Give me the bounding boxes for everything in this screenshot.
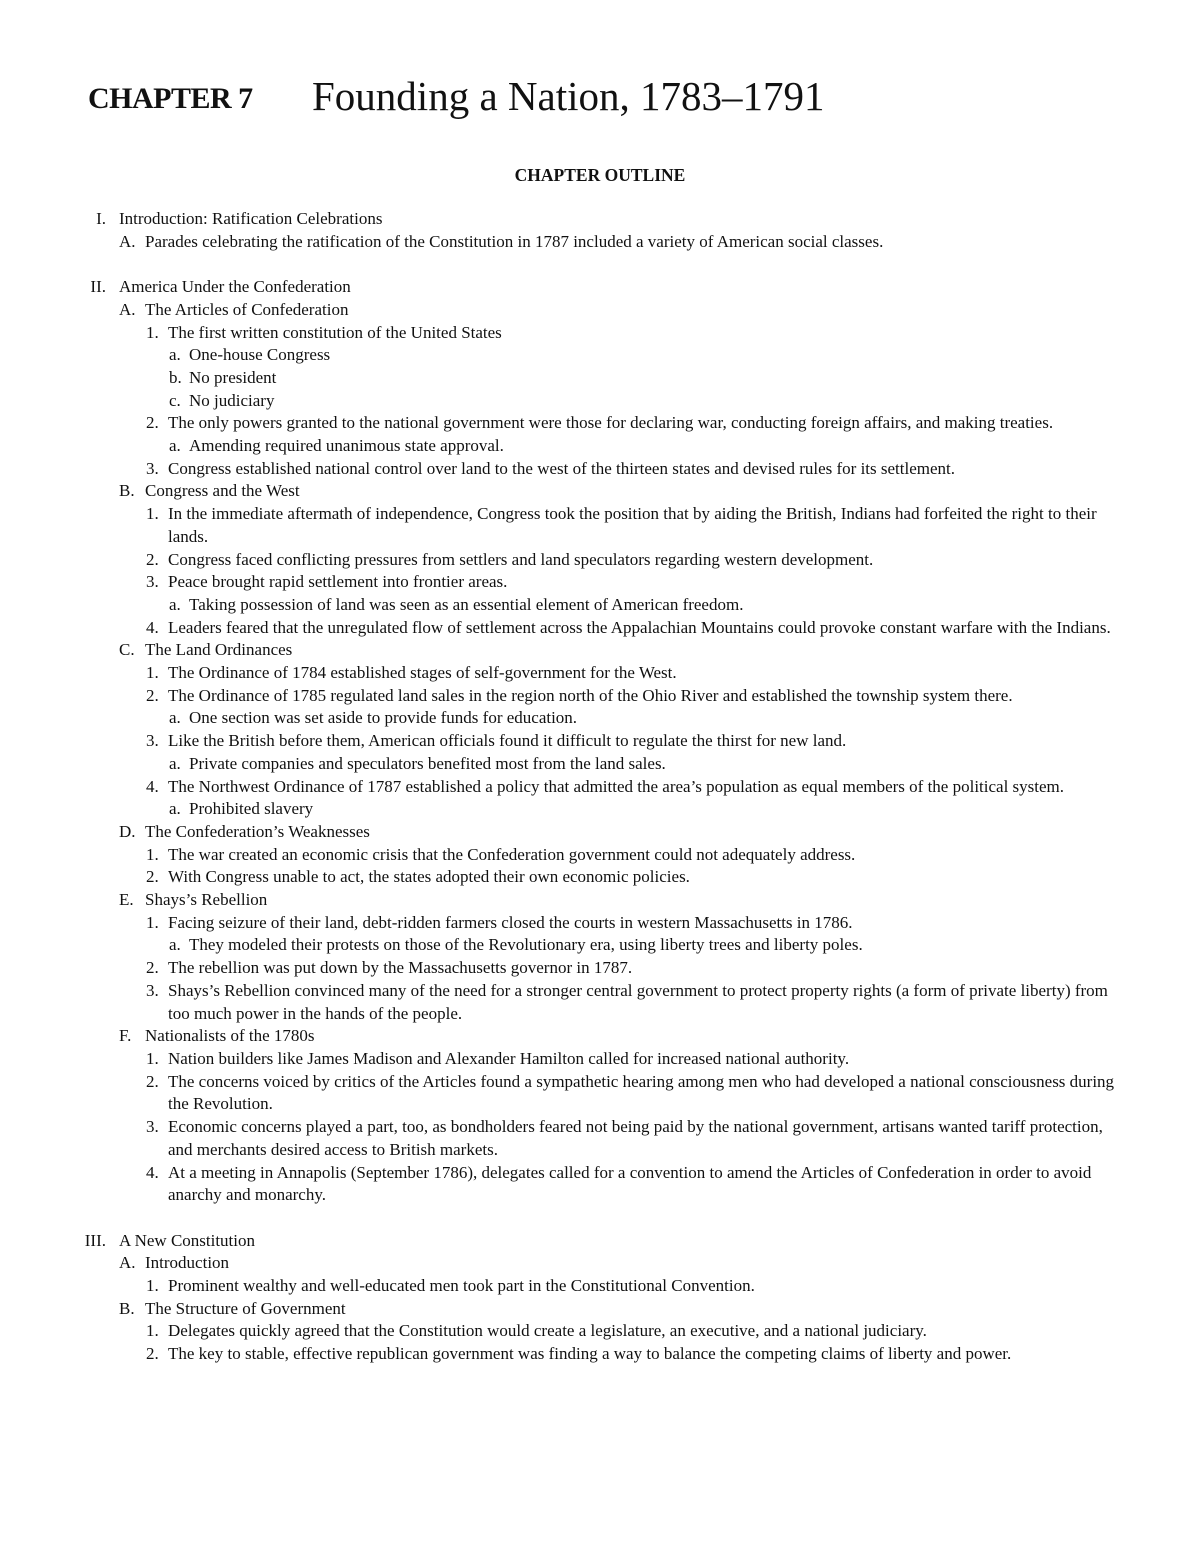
outline-item bbox=[0, 1252, 1200, 1275]
outline-item bbox=[0, 435, 1200, 458]
outline-marker: 2. bbox=[146, 413, 159, 433]
outline-item bbox=[0, 617, 1200, 640]
outline-marker: 2. bbox=[146, 867, 159, 887]
outline-text: The war created an economic crisis that the Confederation government could not adequately address. bbox=[168, 844, 856, 864]
outline-marker: 1. bbox=[146, 1276, 159, 1296]
outline-marker: 1. bbox=[146, 504, 159, 524]
outline-item bbox=[0, 1048, 1200, 1071]
outline-text: The Northwest Ordinance of 1787 established a policy that admitted the area’s population as equal members of the political system. bbox=[168, 776, 1065, 796]
outline-item bbox=[0, 503, 1200, 548]
outline-marker: 1. bbox=[146, 1049, 159, 1068]
outline-marker: III. bbox=[84, 1230, 106, 1250]
outline-text: America Under the Confederation bbox=[119, 277, 351, 297]
outline-text: Nation builders like James Madison and Alexander Hamilton called for increased national authority. bbox=[168, 1049, 850, 1068]
outline-text: Leaders feared that the unregulated flow of settlement across the Appalachian Mountains could provoke constant warfare with the Indians. bbox=[168, 617, 1111, 637]
outline-marker: 2. bbox=[146, 1344, 159, 1364]
outline-item bbox=[0, 549, 1200, 572]
outline-marker: 2. bbox=[146, 685, 159, 705]
outline-marker: a. bbox=[169, 708, 181, 728]
outline-marker: c. bbox=[169, 390, 181, 410]
outline-item bbox=[0, 753, 1200, 776]
outline-heading: CHAPTER OUTLINE bbox=[514, 165, 686, 185]
outline-text: Peace brought rapid settlement into frontier areas. bbox=[168, 572, 508, 592]
outline-text: The Land Ordinances bbox=[145, 640, 293, 660]
outline-item bbox=[0, 458, 1200, 481]
outline-text: They modeled their protests on those of the Revolutionary era, using liberty trees and liberty poles. bbox=[189, 935, 863, 955]
outline-marker: a. bbox=[169, 594, 181, 614]
outline-text: At a meeting in Annapolis (September 1786), delegates called for a convention to amend the Articles of Confederation in order to avoid anarchy and monarchy. bbox=[168, 1162, 1092, 1205]
outline-item bbox=[0, 821, 1200, 844]
outline-item bbox=[0, 1025, 1200, 1048]
outline-text: Congress faced conflicting pressures from settlers and land speculators regarding western development. bbox=[168, 549, 874, 569]
outline-text: Economic concerns played a part, too, as bondholders feared not being paid by the national government, artisans wanted tariff protection, and merchants desired access to British markets. bbox=[168, 1117, 1103, 1159]
outline-marker: C. bbox=[119, 640, 135, 660]
outline-text: Amending required unanimous state approval. bbox=[189, 436, 504, 456]
outline-text: The Structure of Government bbox=[145, 1298, 346, 1318]
outline-marker: 3. bbox=[146, 1117, 159, 1137]
outline-marker: 4. bbox=[146, 617, 159, 637]
outline-marker: E. bbox=[119, 890, 134, 910]
outline-text: The Articles of Confederation bbox=[145, 299, 349, 319]
outline-item bbox=[0, 1162, 1200, 1207]
outline-text: Facing seizure of their land, debt-ridden farmers closed the courts in western Massachusetts in 1786. bbox=[168, 912, 853, 932]
outline-marker: a. bbox=[169, 436, 181, 456]
outline-item bbox=[0, 276, 1200, 299]
outline-item bbox=[0, 322, 1200, 345]
outline-marker: 4. bbox=[146, 1162, 159, 1182]
outline-item bbox=[0, 344, 1200, 367]
outline-item bbox=[0, 685, 1200, 708]
outline-marker: 1. bbox=[146, 844, 159, 864]
outline-item bbox=[0, 367, 1200, 390]
outline-item bbox=[0, 957, 1200, 980]
chapter-title: Founding a Nation, 1783–1791 bbox=[312, 73, 825, 119]
outline-marker: 3. bbox=[146, 458, 159, 478]
chapter-label: CHAPTER 7 bbox=[88, 82, 253, 115]
outline-text: With Congress unable to act, the states adopted their own economic policies. bbox=[168, 867, 690, 887]
outline-text: Shays’s Rebellion bbox=[145, 890, 268, 910]
outline-item bbox=[0, 934, 1200, 957]
outline-marker: A. bbox=[119, 231, 136, 251]
outline-text: One section was set aside to provide funds for education. bbox=[189, 708, 578, 728]
outline-text: Nationalists of the 1780s bbox=[145, 1026, 315, 1046]
outline-item bbox=[0, 1343, 1200, 1366]
outline-text: Congress and the West bbox=[145, 481, 300, 501]
outline-text: The Ordinance of 1785 regulated land sales in the region north of the Ohio River and established the township system there. bbox=[168, 685, 1013, 705]
outline-item bbox=[0, 390, 1200, 413]
outline-text: No judiciary bbox=[189, 390, 275, 410]
outline-item bbox=[0, 798, 1200, 821]
outline-item bbox=[0, 1298, 1200, 1321]
outline-text: Prohibited slavery bbox=[189, 799, 314, 819]
outline-marker: 1. bbox=[146, 322, 159, 342]
outline-text: Prominent wealthy and well-educated men took part in the Constitutional Convention. bbox=[168, 1276, 755, 1296]
outline-item bbox=[0, 412, 1200, 435]
outline-marker: I. bbox=[96, 209, 106, 228]
outline-item bbox=[0, 639, 1200, 662]
outline-text: Parades celebrating the ratification of the Constitution in 1787 included a variety of American social classes. bbox=[145, 231, 884, 251]
outline-marker: B. bbox=[119, 1298, 135, 1318]
outline-marker: a. bbox=[169, 935, 181, 955]
outline-item bbox=[0, 1230, 1200, 1253]
outline-text: The concerns voiced by critics of the Articles found a sympathetic hearing among men who had developed a national consciousness during the Revolution. bbox=[168, 1071, 1115, 1114]
outline-item bbox=[0, 730, 1200, 753]
outline-text: Introduction bbox=[145, 1253, 230, 1273]
outline-text: The Confederation’s Weaknesses bbox=[145, 821, 370, 841]
outline-marker: 2. bbox=[146, 549, 159, 569]
outline-text: No president bbox=[189, 367, 277, 387]
outline-item bbox=[0, 912, 1200, 935]
outline-marker: 3. bbox=[146, 572, 159, 592]
outline-marker: 4. bbox=[146, 776, 159, 796]
outline-marker: 3. bbox=[146, 731, 159, 751]
outline-item bbox=[0, 1116, 1200, 1161]
outline-marker: b. bbox=[169, 367, 182, 387]
outline-text: The Ordinance of 1784 established stages of self-government for the West. bbox=[168, 663, 677, 683]
outline-text: Like the British before them, American officials found it difficult to regulate the thirst for new land. bbox=[168, 731, 847, 751]
outline-text: Private companies and speculators benefited most from the land sales. bbox=[189, 753, 666, 773]
outline-marker: 3. bbox=[146, 980, 159, 1000]
outline-item bbox=[0, 866, 1200, 889]
outline-marker: 1. bbox=[146, 663, 159, 683]
chapter-outline bbox=[0, 208, 1200, 1366]
outline-text: In the immediate aftermath of independence, Congress took the position that by aiding the British, Indians had forfeited the right to their lands. bbox=[168, 504, 1097, 546]
outline-text: Delegates quickly agreed that the Constitution would create a legislature, an executive, and a national judiciary. bbox=[168, 1321, 927, 1341]
outline-text: The rebellion was put down by the Massachusetts governor in 1787. bbox=[168, 958, 633, 978]
outline-marker: a. bbox=[169, 753, 181, 773]
outline-marker: 2. bbox=[146, 958, 159, 978]
outline-text: The first written constitution of the United States bbox=[168, 322, 502, 342]
outline-item bbox=[0, 1275, 1200, 1298]
outline-marker: F. bbox=[119, 1026, 132, 1046]
outline-marker: a. bbox=[169, 345, 181, 365]
outline-text: Congress established national control over land to the west of the thirteen states and devised rules for its settlement. bbox=[168, 458, 955, 478]
outline-item bbox=[0, 1071, 1200, 1116]
outline-text: Introduction: Ratification Celebrations bbox=[119, 209, 383, 228]
outline-item bbox=[0, 208, 1200, 231]
outline-marker: B. bbox=[119, 481, 135, 501]
outline-text: A New Constitution bbox=[119, 1230, 256, 1250]
outline-text: Taking possession of land was seen as an essential element of American freedom. bbox=[189, 594, 744, 614]
outline-marker: D. bbox=[119, 821, 136, 841]
outline-item bbox=[0, 1320, 1200, 1343]
outline-marker: A. bbox=[119, 299, 136, 319]
outline-marker: A. bbox=[119, 1253, 136, 1273]
outline-item bbox=[0, 980, 1200, 1025]
outline-item bbox=[0, 594, 1200, 617]
outline-marker: 1. bbox=[146, 1321, 159, 1341]
outline-marker: a. bbox=[169, 799, 181, 819]
outline-marker: II. bbox=[90, 277, 106, 297]
outline-marker: 2. bbox=[146, 1071, 159, 1091]
outline-text: Shays’s Rebellion convinced many of the need for a stronger central government to protect property rights (a form of private liberty) from too much power in the hands of the people. bbox=[168, 980, 1108, 1023]
outline-item bbox=[0, 662, 1200, 685]
outline-marker: 1. bbox=[146, 912, 159, 932]
outline-item bbox=[0, 889, 1200, 912]
outline-text: The key to stable, effective republican government was finding a way to balance the competing claims of liberty and power. bbox=[168, 1344, 1012, 1364]
outline-item bbox=[0, 231, 1200, 254]
outline-text: One-house Congress bbox=[189, 345, 331, 365]
outline-item bbox=[0, 776, 1200, 799]
outline-item bbox=[0, 571, 1200, 594]
outline-item bbox=[0, 707, 1200, 730]
outline-item bbox=[0, 480, 1200, 503]
outline-text: The only powers granted to the national government were those for declaring war, conducting foreign affairs, and making treaties. bbox=[168, 413, 1054, 433]
outline-item bbox=[0, 299, 1200, 322]
outline-item bbox=[0, 844, 1200, 867]
